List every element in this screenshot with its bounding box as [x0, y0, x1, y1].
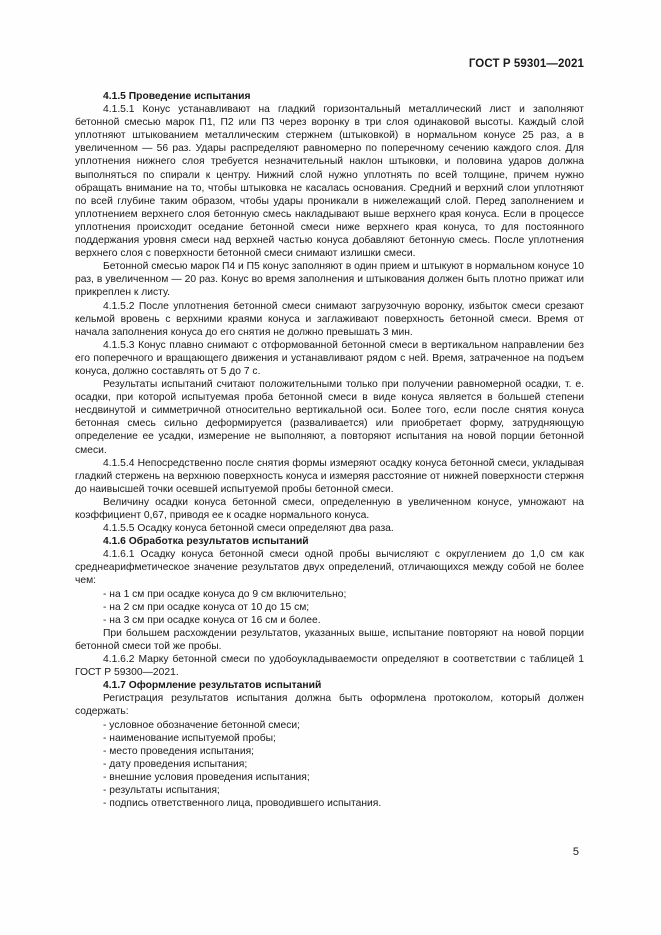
paragraph: 4.1.5.4 Непосредственно после снятия формы измеряют осадку конуса бетонной смеси, укладывая гладкий стержень на верхнюю поверхность конуса и измеряя расстояние от нижней поверхности стержня до наивысшей точки осевшей испытуемой пробы бетонной смеси. — [75, 457, 584, 495]
paragraph: Бетонной смесью марок П4 и П5 конус заполняют в один прием и штыкуют в нормальном конусе 10 раз, в увеличенном — 20 раз. Конус во время заполнения и штыкования должен быть плотно прижат или прикреплен к листу. — [75, 261, 584, 299]
list-item: - подпись ответственного лица, проводившего испытания. — [103, 798, 382, 810]
section-heading: 4.1.7 Оформление результатов испытаний — [103, 680, 322, 692]
section-heading: 4.1.5 Проведение испытания — [103, 91, 251, 102]
list-item: - на 1 см при осадке конуса до 9 см включительно; — [103, 588, 347, 600]
paragraph: 4.1.5.1 Конус устанавливают на гладкий горизонтальный металлический лист и заполняют бетонной смесью марок П1, П2 или П3 через воронку в три слоя одинаковой высоты. Каждый слой уплотняют штыкованием металлическим стержнем (штыковкой) в нормальном конусе 25 раз, а в увеличенном — 56 раз. Удары распределяют равномерно по поперечному сечению каждого слоя. Для уплотнения нижнего слоя требуется незначительный наклон штыковки, и половина ударов должна выполняться по спирали к центру. Нижний слой нужно уплотнять по всей толщине, причем нужно обращать внимание на то, чтобы штыковка не касалась основания. Средний и верхний слои уплотняют по всей глубине таким образом, чтобы удары проникали в нижележащий слой. Перед заполнением и уплотнением верхнего слоя бетонную смесь накладывают выше верхнего края конуса. Если в процессе уплотнения происходит оседание бетонной смеси ниже верхнего края конуса, то для постоянного поддержания уровня смеси над верхней частью конуса добавляют бетонную смесь. После уплотнения верхнего слоя с поверхности бетонной смеси снимают излишки смеси. — [75, 104, 584, 260]
list-item: - результаты испытания; — [103, 784, 220, 796]
paragraph: При большем расхождении результатов, указанных выше, испытание повторяют на новой порции бетонной смеси той же пробы. — [75, 627, 584, 652]
document-body — [75, 90, 584, 810]
document-header-id: ГОСТ Р 59301—2021 — [468, 58, 584, 70]
list-item: - наименование испытуемой пробы; — [103, 732, 276, 744]
paragraph: 4.1.6.2 Марку бетонной смеси по удобоукладываемости определяют в соответствии с таблицей 1 ГОСТ Р 59300—2021. — [75, 654, 584, 679]
paragraph: Величину осадки конуса бетонной смеси, определенную в увеличенном конусе, умножают на коэффициент 0,67, приводя ее к осадке нормального конуса. — [75, 496, 584, 521]
paragraph: 4.1.5.2 После уплотнения бетонной смеси снимают загрузочную воронку, избыток смеси срезают кельмой вровень с верхними краями конуса и заглаживают поверхность бетонной смеси. Время от начала заполнения конуса до его снятия не должно превышать 3 мин. — [75, 300, 584, 338]
list-item: - место проведения испытания; — [103, 745, 255, 757]
list-item: - дату проведения испытания; — [103, 758, 248, 770]
section-heading: 4.1.6 Обработка результатов испытаний — [103, 536, 309, 548]
paragraph: 4.1.5.3 Конус плавно снимают с отформованной бетонной смеси в вертикальном направлении без его поперечного и вращающего движения и устанавливают рядом с ней. Время, затраченное на подъем конуса, должно составлять от 5 до 7 с. — [75, 339, 584, 377]
list-item: - на 2 см при осадке конуса от 10 до 15 см; — [103, 601, 310, 613]
page-number: 5 — [572, 846, 579, 858]
list-item: - на 3 см при осадке конуса от 16 см и более. — [103, 614, 321, 626]
paragraph: Регистрация результатов испытания должна быть оформлена протоколом, который должен содержать: — [75, 693, 584, 718]
paragraph: 4.1.5.5 Осадку конуса бетонной смеси определяют два раза. — [103, 523, 394, 535]
list-item: - внешние условия проведения испытания; — [103, 771, 310, 783]
list-item: - условное обозначение бетонной смеси; — [103, 719, 300, 731]
paragraph: Результаты испытаний считают положительными только при получении равномерной осадки, т. е. осадки, при которой испытуемая проба бетонной смеси в виде конуса является в большей степени несдвинутой и симметричной относительно вертикальной оси. Более того, если после снятия конуса бетонная смесь сильно деформируется (разваливается) или приобретает форму, затрудняющую определение ее усадки, измерение не выполняют, а повторяют испытания на новой порции бетонной смеси. — [75, 379, 584, 456]
paragraph: 4.1.6.1 Осадку конуса бетонной смеси одной пробы вычисляют с округлением до 1,0 см как среднеарифметическое значение результатов двух определений, отличающихся между собой не более чем: — [75, 549, 584, 587]
